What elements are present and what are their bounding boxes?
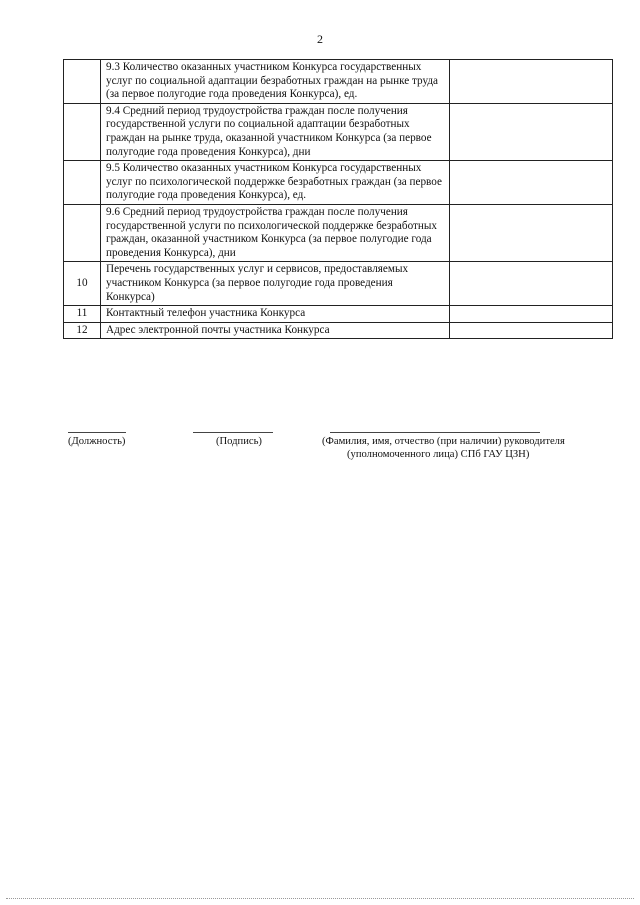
row-text: 9.6 Средний период трудоустройства граждан после получения государственной услуги по психологической поддержке безработных граждан, оказанной участником Конкурса (за первое полугодие года проведения Конкурса), дни [101, 204, 450, 261]
table-row [64, 204, 613, 261]
name-label-line2: (уполномоченного лица) СПб ГАУ ЦЗН) [347, 449, 530, 460]
row-text: Контактный телефон участника Конкурса [101, 306, 450, 323]
row-value-field[interactable] [450, 60, 613, 104]
page-number: 2 [317, 32, 323, 46]
table-row [64, 306, 613, 323]
table-row [64, 103, 613, 160]
row-text: 9.3 Количество оказанных участником Конкурса государственных услуг по социальной адаптации безработных граждан на рынке труда (за первое полугодие года проведения Конкурса), ед. [101, 60, 450, 104]
row-value-field[interactable] [450, 306, 613, 323]
row-value-field[interactable] [450, 322, 613, 339]
table-row [64, 161, 613, 205]
row-value-field[interactable] [450, 204, 613, 261]
row-text: 9.4 Средний период трудоустройства граждан после получения государственной услуги по социальной адаптации безработных граждан на рынке труда, оказанной участником Конкурса (за первое полугодие года проведения Конкурса), дни [101, 103, 450, 160]
row-value-field[interactable] [450, 103, 613, 160]
row-number [64, 103, 101, 160]
table-row [64, 262, 613, 306]
name-line [330, 432, 540, 433]
signature-line [193, 432, 273, 433]
table-row [64, 322, 613, 339]
row-text: Адрес электронной почты участника Конкурса [101, 322, 450, 339]
row-number [64, 204, 101, 261]
scan-edge-divider [6, 898, 634, 899]
table-row [64, 60, 613, 104]
signature-label: (Подпись) [216, 436, 262, 447]
row-text: Перечень государственных услуг и сервисов, предоставляемых участником Конкурса (за первое полугодие года проведения Конкурса) [101, 262, 450, 306]
row-number [64, 161, 101, 205]
row-number: 10 [64, 262, 101, 306]
row-number [64, 60, 101, 104]
position-label: (Должность) [68, 436, 126, 447]
position-line [68, 432, 126, 433]
row-value-field[interactable] [450, 161, 613, 205]
row-number: 12 [64, 322, 101, 339]
row-text: 9.5 Количество оказанных участником Конкурса государственных услуг по психологической поддержке безработных граждан (за первое полугодие года проведения Конкурса), ед. [101, 161, 450, 205]
name-label-line1: (Фамилия, имя, отчество (при наличии) руководителя [322, 436, 565, 447]
row-number: 11 [64, 306, 101, 323]
report-table [63, 59, 613, 339]
row-value-field[interactable] [450, 262, 613, 306]
